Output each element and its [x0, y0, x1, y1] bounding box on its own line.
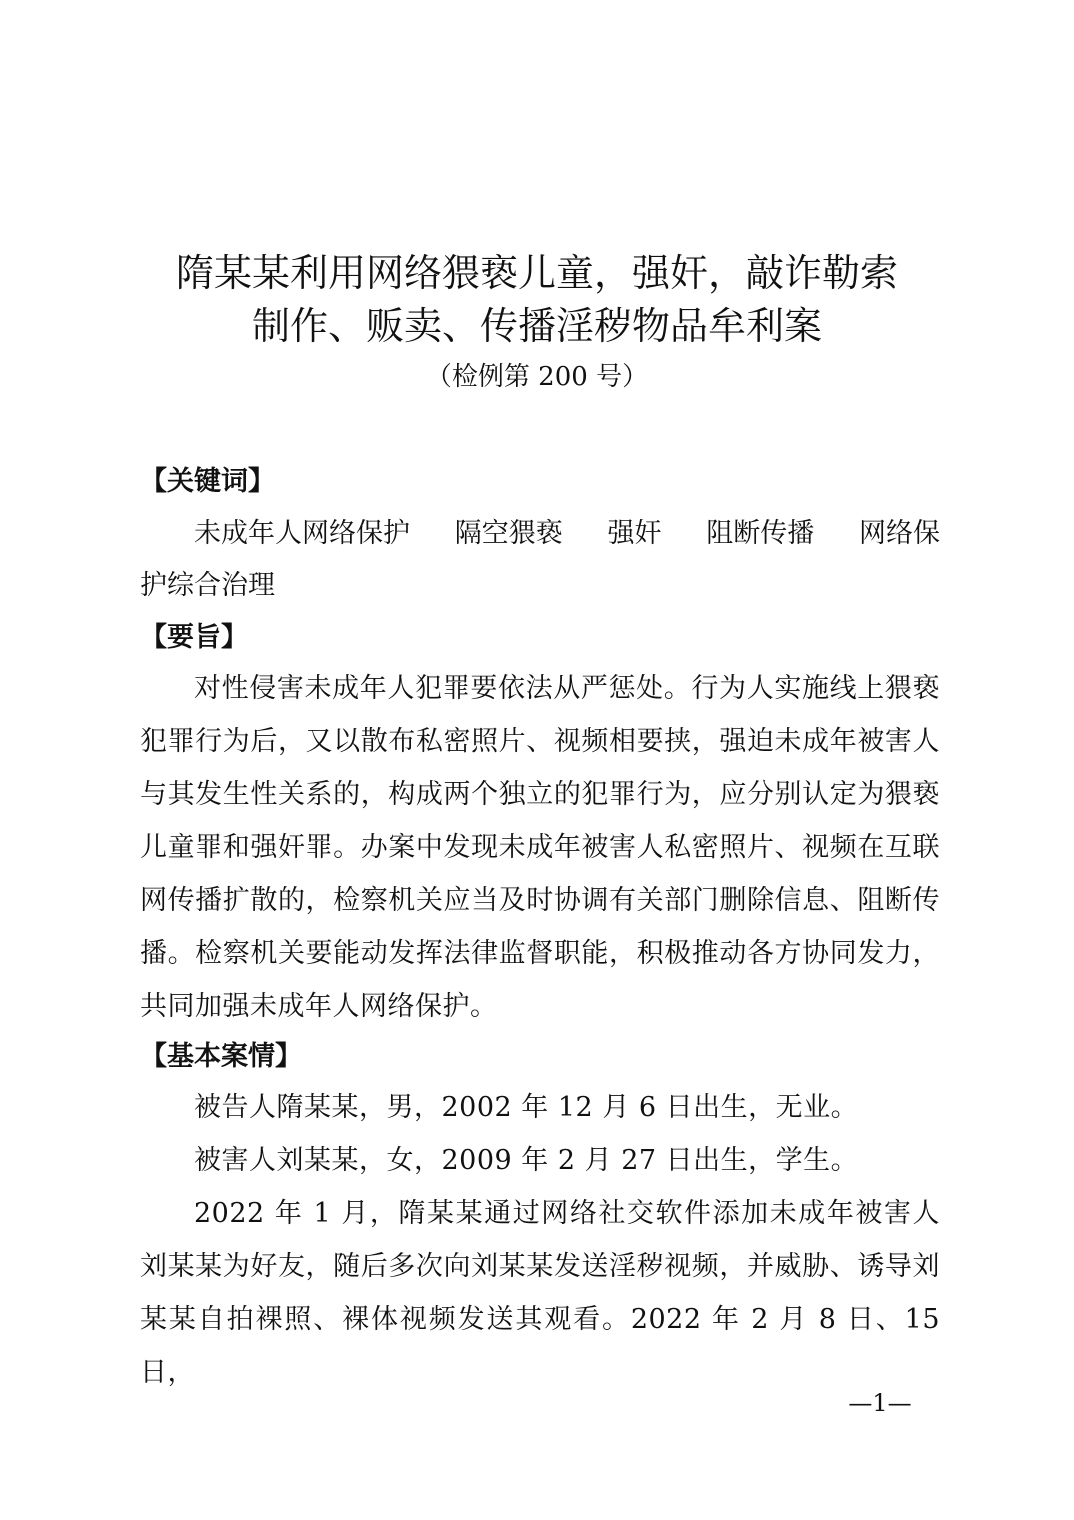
- case-number: （检例第 200 号）: [425, 362, 649, 392]
- keyword-item: 阻断传播: [706, 518, 815, 549]
- page-number: —1—: [848, 1389, 912, 1417]
- victim-paragraph: 被害人刘某某，女，2009 年 2 月 27 日出生，学生。: [194, 1145, 859, 1176]
- facts-heading: 【基本案情】: [140, 1041, 302, 1072]
- keywords-list: [194, 517, 940, 551]
- keywords-continuation: 护综合治理: [140, 570, 275, 601]
- document-title-line-1: 隋某某利用网络猥亵儿童，强奸，敲诈勒索: [175, 251, 898, 295]
- document-title-line-2: 制作、贩卖、传播淫秽物品牟利案: [251, 304, 822, 348]
- narrative-paragraph: 2022 年 1 月，隋某某通过网络社交软件添加未成年被害人刘某某为好友，随后多次向刘某某发送淫秽视频，并威胁、诱导刘某某自拍裸照、裸体视频发送其观看。2022 年 2 月 8 日、15 日，: [140, 1198, 940, 1388]
- gist-heading: 【要旨】: [140, 622, 248, 653]
- keyword-item: 网络保: [859, 518, 940, 549]
- keyword-item: 强奸: [607, 518, 662, 549]
- keywords-heading: 【关键词】: [140, 466, 275, 497]
- gist-paragraph: 对性侵害未成年人犯罪要依法从严惩处。行为人实施线上猥亵犯罪行为后，又以散布私密照片、视频相要挟，强迫未成年被害人与其发生性关系的，构成两个独立的犯罪行为，应分别认定为猥亵儿童罪和强奸罪。办案中发现未成年被害人私密照片、视频在互联网传播扩散的，检察机关应当及时协调有关部门删除信息、阻断传播。检察机关要能动发挥法律监督职能，积极推动各方协同发力，共同加强未成年人网络保护。: [140, 673, 940, 1022]
- keyword-item: 未成年人网络保护: [194, 518, 410, 549]
- keyword-item: 隔空猥亵: [454, 518, 563, 549]
- defendant-paragraph: 被告人隋某某，男，2002 年 12 月 6 日出生，无业。: [194, 1092, 859, 1123]
